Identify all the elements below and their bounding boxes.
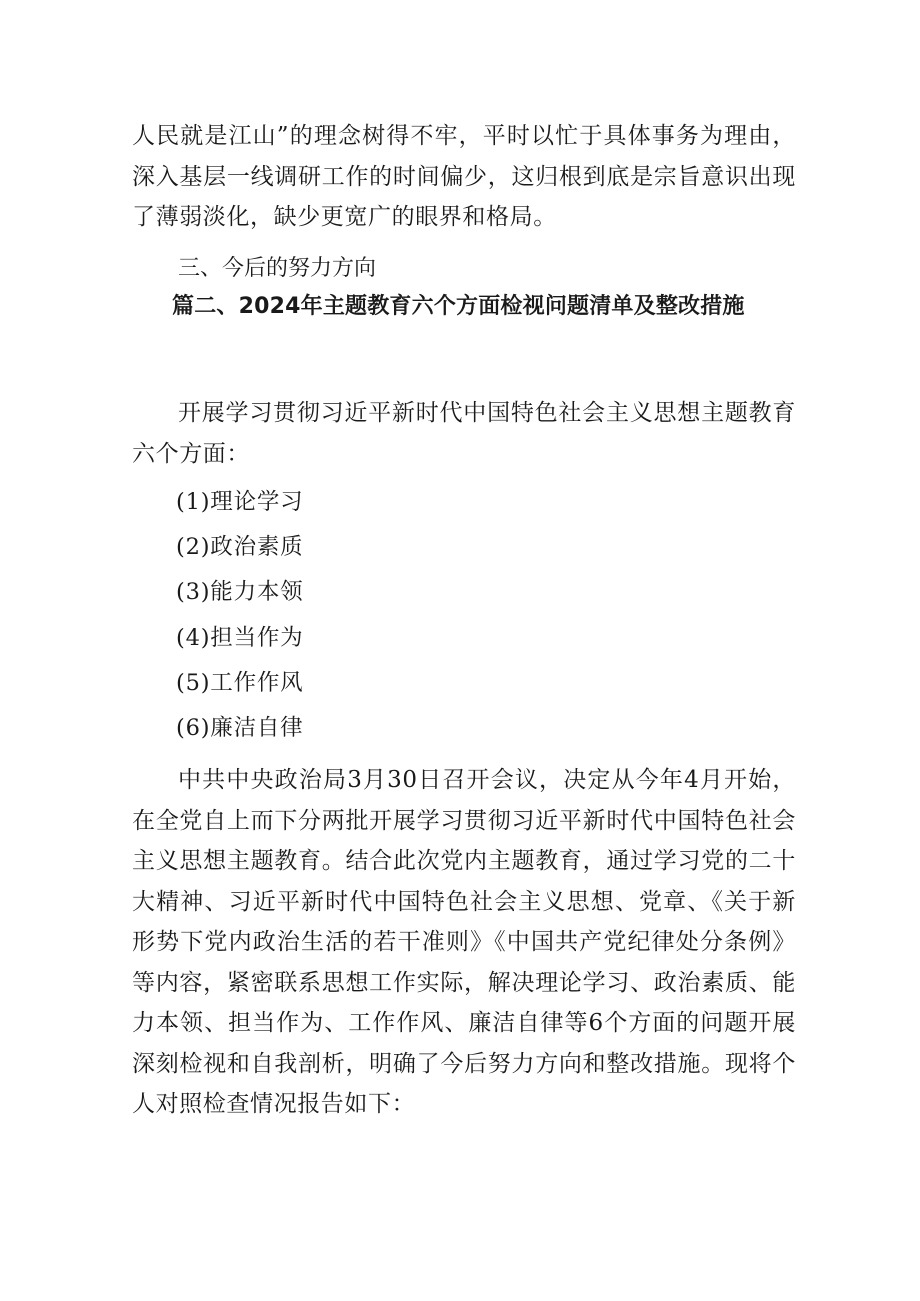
aspect-item-integrity: (6)廉洁自律 <box>176 715 304 742</box>
aspect-item-work-style: (5)工作作风 <box>176 669 304 696</box>
section-heading: 三、今后的努力方向 <box>178 256 377 281</box>
aspect-list <box>176 480 303 751</box>
continuation-paragraph: 人民就是江山”的理念树得不牢，平时以忙于具体事务为理由，深入基层一线调研工作的时间偏少，这归根到底是宗旨意识出现了薄弱淡化，缺少更宽广的眼界和格局。 <box>132 123 796 230</box>
part-heading: 篇二、2024年主题教育六个方面检视问题清单及整改措施 <box>172 294 745 319</box>
aspect-item-political-quality: (2)政治素质 <box>176 534 304 561</box>
aspect-item-theory-study: (1)理论学习 <box>176 489 304 515</box>
intro-paragraph: 开展学习贯彻习近平新时代中国特色社会主义思想主题教育六个方面： <box>132 400 796 467</box>
body-paragraph: 中共中央政治局3月30日召开会议，决定从今年4月开始，在全党自上而下分两批开展学习贯彻习近平新时代中国特色社会主义思想主题教育。结合此次党内主题教育，通过学习党的二十大精神、习近平新时代中国特色社会主义思想、党章、《关于新形势下党内政治生活的若干准则》《中国共产党纪律处分条例》等内容，紧密联系思想工作实际，解决理论学习、政治素质、能力本领、担当作为、工作作风、廉洁自律等6个方面的问题开展深刻检视和自我剖析，明确了今后努力方向和整改措施。现将个人对照检查情况报告如下： <box>132 767 796 1117</box>
aspect-item-ability: (3)能力本领 <box>176 579 304 606</box>
aspect-item-responsibility: (4)担当作为 <box>176 624 304 651</box>
